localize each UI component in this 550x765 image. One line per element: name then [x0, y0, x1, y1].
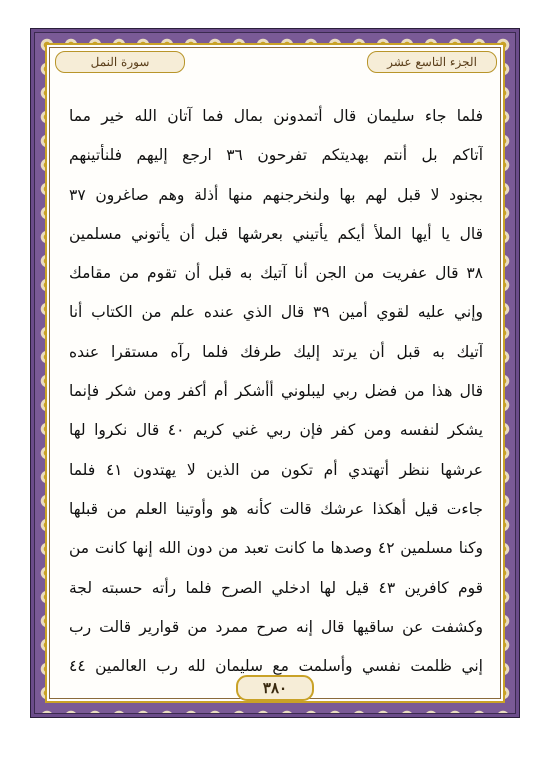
text-line: قال يا أيها الملأ أيكم يأتيني بعرشها قبل أن يأتوني مسلمين — [69, 224, 483, 243]
text-line: جاءت قيل أهكذا عرشك قالت كأنه هو وأوتينا العلم من قبلها — [69, 499, 483, 518]
text-line: قوم كافرين ٤٣ قيل لها ادخلي الصرح فلما رأته حسبته لجة — [69, 578, 483, 597]
page-header — [55, 51, 497, 73]
page-number: ٣٨٠ — [236, 675, 314, 701]
text-line: عرشها ننظر أتهتدي أم تكون من الذين لا يهتدون ٤١ فلما — [69, 460, 483, 479]
text-line: وإني عليه لقوي أمين ٣٩ قال الذي عنده علم من الكتاب أنا — [69, 303, 483, 322]
ornamental-frame — [30, 28, 520, 718]
text-line: فلما جاء سليمان قال أتمدونن بمال فما آتان الله خير مما — [69, 107, 483, 125]
juz-label: الجزء التاسع عشر — [367, 51, 497, 73]
text-line: آتاكم بل أنتم بهديتكم تفرحون ٣٦ ارجع إليهم فلنأتينهم — [69, 146, 483, 165]
quran-text — [69, 97, 483, 687]
text-line: آتيك به قبل أن يرتد إليك طرفك فلما رآه مستقرا عنده — [69, 342, 483, 361]
text-line: وكنا مسلمين ٤٢ وصدها ما كانت تعبد من دون الله إنها كانت من — [69, 539, 483, 558]
surah-name-label: سورة النمل — [55, 51, 185, 73]
text-line: وكشفت عن ساقيها قال إنه صرح ممرد من قوارير قالت رب — [69, 617, 483, 636]
text-line: ٣٨ قال عفريت من الجن أنا آتيك به قبل أن تقوم من مقامك — [69, 264, 483, 283]
text-line: إني ظلمت نفسي وأسلمت مع سليمان لله رب العالمين ٤٤ — [69, 657, 483, 676]
text-line: بجنود لا قبل لهم بها ولنخرجنهم منها أذلة وهم صاغرون ٣٧ — [69, 185, 483, 204]
text-line: قال هذا من فضل ربي ليبلوني أأشكر أم أكفر ومن شكر فإنما — [69, 382, 483, 401]
text-line: يشكر لنفسه ومن كفر فإن ربي غني كريم ٤٠ قال نكروا لها — [69, 421, 483, 440]
